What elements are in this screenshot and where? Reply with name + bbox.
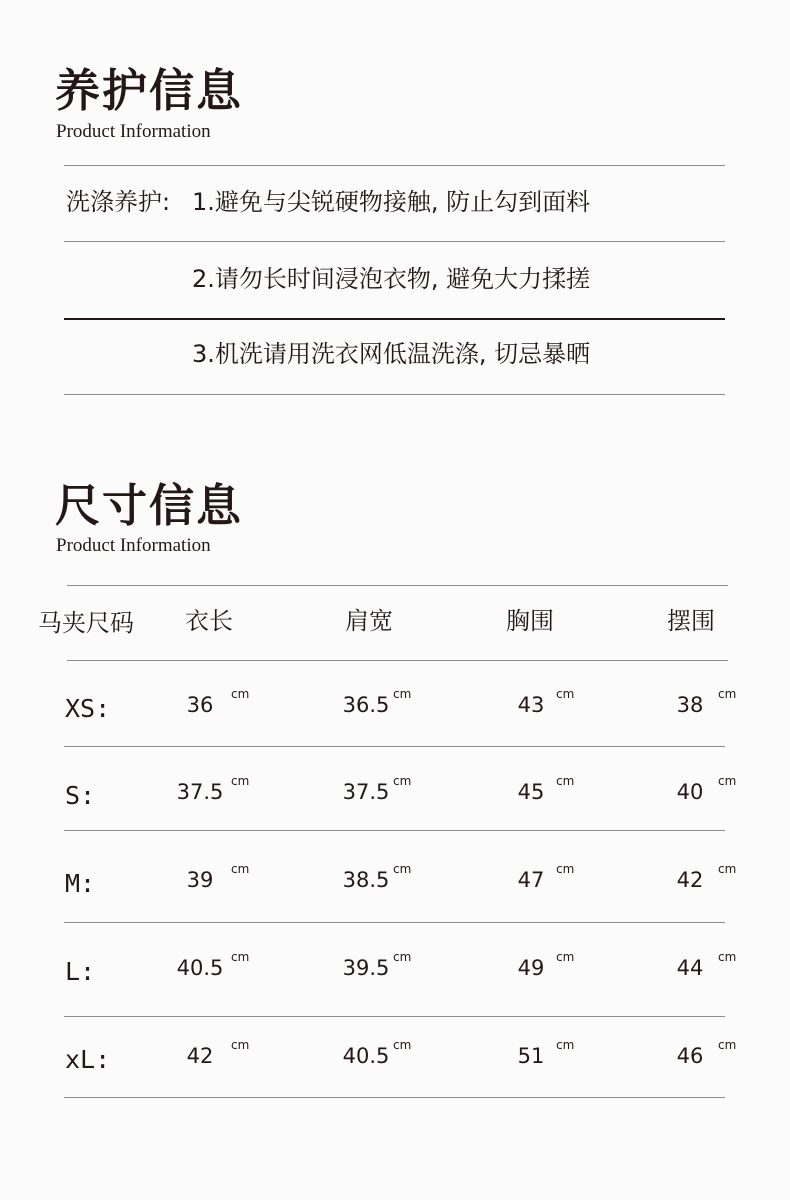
size-value: 42 xyxy=(676,868,704,892)
size-label: M: xyxy=(65,869,96,898)
size-value: 38 xyxy=(676,693,704,717)
unit-label: cm xyxy=(718,1038,737,1052)
size-value: 43 xyxy=(517,693,545,717)
divider xyxy=(64,165,725,166)
col-header-size: 马夹尺码 xyxy=(38,609,134,637)
unit-label: cm xyxy=(718,950,737,964)
unit-label: cm xyxy=(718,862,737,876)
size-value: 51 xyxy=(517,1044,545,1068)
unit-label: cm xyxy=(393,774,412,788)
divider xyxy=(64,830,725,831)
size-value: 40.5 xyxy=(342,1044,390,1068)
size-value: 39 xyxy=(186,868,214,892)
divider xyxy=(67,660,728,661)
size-label: L: xyxy=(65,957,96,986)
size-value: 39.5 xyxy=(342,956,390,980)
unit-label: cm xyxy=(393,1038,412,1052)
size-value: 45 xyxy=(517,780,545,804)
size-title: 尺寸信息 xyxy=(55,479,244,532)
size-value: 49 xyxy=(517,956,545,980)
unit-label: cm xyxy=(231,862,250,876)
unit-label: cm xyxy=(393,687,412,701)
size-value: 38.5 xyxy=(342,868,390,892)
col-header-shoulder: 肩宽 xyxy=(345,607,393,635)
size-value: 44 xyxy=(676,956,704,980)
care-title: 养护信息 xyxy=(55,64,244,117)
unit-label: cm xyxy=(231,1038,250,1052)
size-value: 47 xyxy=(517,868,545,892)
divider xyxy=(64,746,725,747)
care-subtitle: Product Information xyxy=(56,121,211,142)
size-label: xL: xyxy=(65,1045,111,1074)
unit-label: cm xyxy=(556,774,575,788)
care-item-3: 3.机洗请用洗衣网低温洗涤, 切忌暴晒 xyxy=(192,340,591,368)
col-header-chest: 胸围 xyxy=(506,607,554,635)
unit-label: cm xyxy=(556,1038,575,1052)
size-value: 37.5 xyxy=(342,780,390,804)
unit-label: cm xyxy=(393,862,412,876)
divider xyxy=(64,1097,725,1098)
unit-label: cm xyxy=(718,687,737,701)
unit-label: cm xyxy=(556,687,575,701)
care-label: 洗涤养护: xyxy=(66,188,171,216)
unit-label: cm xyxy=(556,862,575,876)
care-item-2: 2.请勿长时间浸泡衣物, 避免大力揉搓 xyxy=(192,265,591,293)
unit-label: cm xyxy=(718,774,737,788)
col-header-length: 衣长 xyxy=(185,607,233,635)
size-label: S: xyxy=(65,781,96,810)
size-value: 40.5 xyxy=(176,956,224,980)
divider xyxy=(64,922,725,923)
care-item-1: 1.避免与尖锐硬物接触, 防止勾到面料 xyxy=(192,188,591,216)
unit-label: cm xyxy=(231,774,250,788)
size-subtitle: Product Information xyxy=(56,535,211,556)
size-value: 42 xyxy=(186,1044,214,1068)
unit-label: cm xyxy=(556,950,575,964)
size-value: 40 xyxy=(676,780,704,804)
col-header-hem: 摆围 xyxy=(667,607,715,635)
size-value: 36.5 xyxy=(342,693,390,717)
divider xyxy=(64,394,725,395)
size-value: 46 xyxy=(676,1044,704,1068)
divider xyxy=(64,1016,725,1017)
unit-label: cm xyxy=(231,687,250,701)
divider xyxy=(64,241,725,242)
size-value: 36 xyxy=(186,693,214,717)
divider xyxy=(64,318,725,320)
divider xyxy=(67,585,728,586)
size-value: 37.5 xyxy=(176,780,224,804)
unit-label: cm xyxy=(231,950,250,964)
unit-label: cm xyxy=(393,950,412,964)
size-label: XS: xyxy=(65,694,111,723)
